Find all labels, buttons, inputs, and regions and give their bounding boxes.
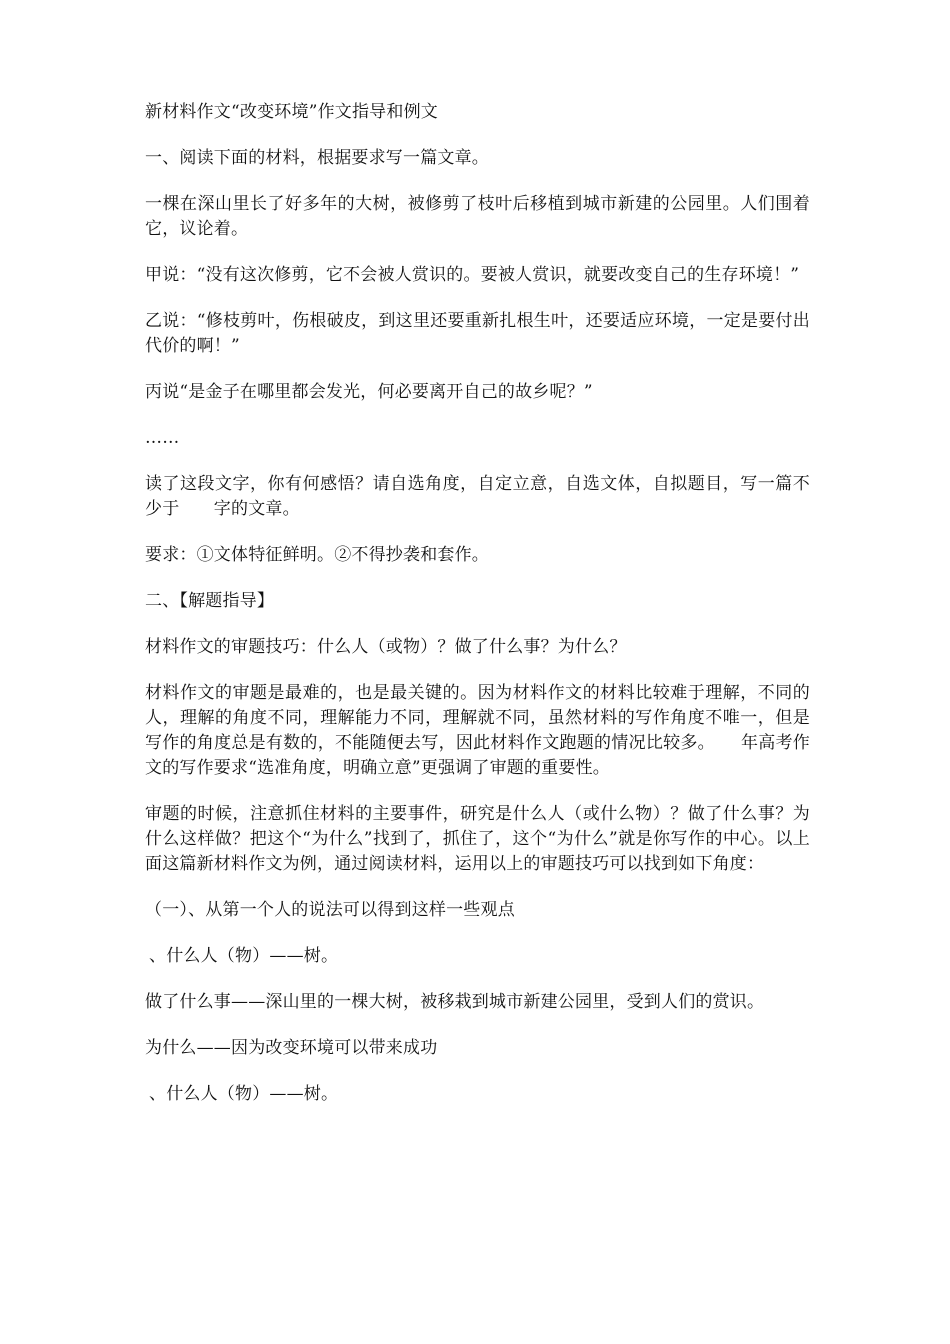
document-title: 新材料作文“改变环境”作文指导和例文 [145, 102, 438, 122]
analysis-method: 审题的时候，注意抓住材料的主要事件，研究是什么人（或什么物）？做了什么事？为什么这样做？把这个“为什么”找到了，抓住了，这个“为什么”就是你写作的中心。以上面这篇新材料作文为例，通过阅读材料，运用以上的审题技巧可以找到如下角度： [145, 804, 810, 874]
why-item-one: 为什么——因为改变环境可以带来成功 [145, 1038, 438, 1058]
quote-yi: 乙说：“修枝剪叶，伤根破皮，到这里还要重新扎根生叶，还要适应环境，一定是要付出代价的啊！” [145, 311, 810, 356]
quote-jia: 甲说：“没有这次修剪，它不会被人赏识的。要被人赏识，就要改变自己的生存环境！” [145, 265, 800, 285]
what-item-one: 做了什么事——深山里的一棵大树，被移栽到城市新建公园里，受到人们的赏识。 [145, 992, 765, 1012]
who-item-one: 、什么人（物）——树。 [149, 946, 339, 966]
section-heading-two: 二、【解题指导】 [145, 591, 275, 611]
technique-summary: 材料作文的审题技巧：什么人（或物）？做了什么事？为什么？ [145, 637, 627, 657]
subsection-heading-one: （一）、从第一个人的说法可以得到这样一些观点 [145, 900, 515, 920]
material-paragraph: 一棵在深山里长了好多年的大树，被修剪了枝叶后移植到城市新建的公园里。人们围着它，议论着。 [145, 194, 810, 239]
who-item-two: 、什么人（物）——树。 [149, 1084, 339, 1104]
quote-bing: 丙说“是金子在哪里都会发光，何必要离开自己的故乡呢？” [145, 382, 593, 402]
requirements: 要求：①文体特征鲜明。②不得抄袭和套作。 [145, 545, 489, 565]
ellipsis: …… [145, 428, 180, 448]
section-heading-one: 一、阅读下面的材料，根据要求写一篇文章。 [145, 148, 489, 168]
document-page [145, 100, 810, 1128]
prompt-paragraph: 读了这段文字，你有何感悟？请自选角度，自定立意，自选文体，自拟题目，写一篇不少于 字的文章。 [145, 474, 810, 519]
technique-explanation: 材料作文的审题是最难的，也是最关键的。因为材料作文的材料比较难于理解，不同的人，理解的角度不同，理解能力不同，理解就不同，虽然材料的写作角度不唯一，但是写作的角度总是有数的，不能随便去写，因此材料作文跑题的情况比较多。 年高考作文的写作要求“选准角度，明确立意”更强调了审题的重要性。 [145, 683, 810, 778]
